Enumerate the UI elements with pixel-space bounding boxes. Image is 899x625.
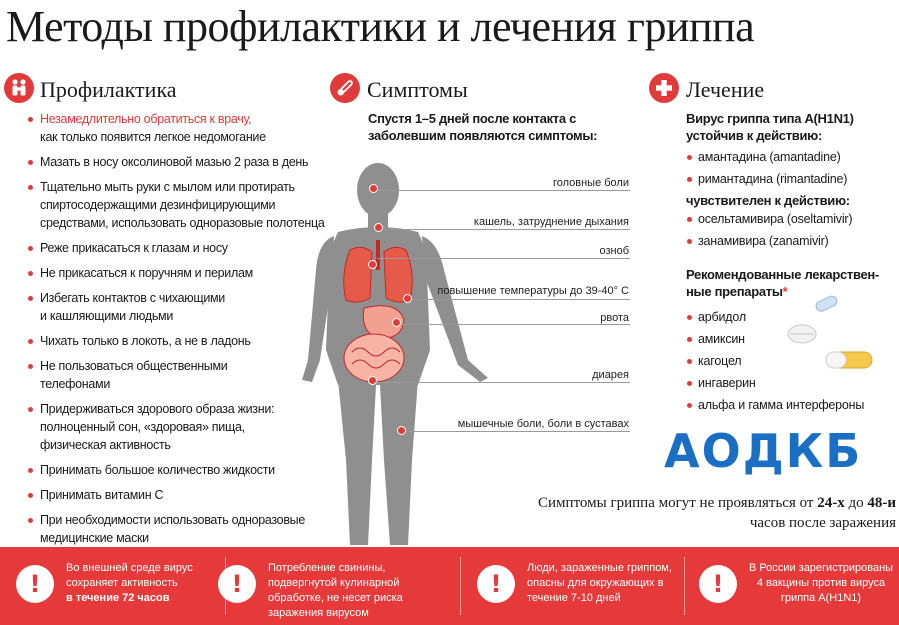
recommended-heading-text: Рекомендованные лекарствен-ные препараты xyxy=(686,267,879,299)
exclamation-icon: ! xyxy=(16,565,54,603)
list-item: Принимать витамин С xyxy=(26,486,326,504)
fact-text xyxy=(66,561,216,606)
note-from: 24-х xyxy=(817,495,845,511)
fact-item xyxy=(461,547,683,625)
fact-text: Потребление свинины, подвергнутой кулинарной обработке, не несет риска заражения вирусом xyxy=(268,562,403,619)
symptom-dot-chest xyxy=(368,260,377,269)
section-title-treatment: Лечение xyxy=(686,77,765,102)
symptom-dot-lungs xyxy=(403,294,412,303)
symptom-label: рвота xyxy=(600,312,629,324)
list-item: Тщательно мыть руки с мылом или протирать спиртосодержащими дезинфицирующими средствами, использовать одноразовые полотенца xyxy=(26,178,326,232)
list-item: кагоцел xyxy=(686,353,864,369)
fact-item xyxy=(685,547,899,625)
fact-body: Во внешней среде вирус сохраняет активность xyxy=(66,562,193,589)
list-item: ингаверин xyxy=(686,375,864,391)
thermometer-icon xyxy=(330,73,360,103)
fact-item xyxy=(226,547,450,625)
page-title: Методы профилактики и лечения гриппа xyxy=(6,2,755,51)
list-item: Чихать только в локоть, а не в ладонь xyxy=(26,332,326,350)
incubation-note xyxy=(430,493,896,533)
exclamation-icon: ! xyxy=(477,565,515,603)
list-item: осельтамивира (oseltamivir) xyxy=(686,211,852,227)
list-item: альфа и гамма интерфероны xyxy=(686,397,864,413)
symptom-dot-stomach xyxy=(392,318,401,327)
symptom-leader-line xyxy=(378,190,630,191)
note-pre: Симптомы гриппа могут не проявляться от xyxy=(538,495,814,511)
treatment-resistant-heading: Вирус гриппа типа A(H1N1) устойчив к действию: xyxy=(686,111,854,143)
fact-item xyxy=(0,547,225,625)
exclamation-icon: ! xyxy=(699,565,737,603)
family-icon xyxy=(4,73,34,103)
list-item: Избегать контактов с чихающими и кашляющими людьми xyxy=(26,289,226,325)
prevention-first-rest: как только появится легкое недомогание xyxy=(40,130,266,144)
symptom-leader-line xyxy=(406,431,630,432)
list-item: римантадина (rimantadine) xyxy=(686,171,847,187)
symptom-leader-line xyxy=(377,382,630,383)
list-item: арбидол xyxy=(686,309,864,325)
list-item: Реже прикасаться к глазам и носу xyxy=(26,239,326,257)
symptom-label: головные боли xyxy=(552,177,629,189)
medical-cross-icon xyxy=(649,73,679,103)
symptom-dot-throat xyxy=(374,223,383,232)
treatment-sensitive-heading: чувствителен к действию: xyxy=(686,193,850,208)
section-title-prevention: Профилактика xyxy=(40,77,177,102)
list-item: занамивира (zanamivir) xyxy=(686,233,852,249)
section-title-symptoms: Симптомы xyxy=(367,77,468,102)
treatment-resistant-list xyxy=(686,149,847,193)
symptom-dot-intestines xyxy=(368,376,377,385)
list-item: Не пользоваться общественными телефонами xyxy=(26,357,236,393)
aodkb-logo: АОДКБ xyxy=(664,424,863,478)
note-post: часов после заражения xyxy=(749,515,896,531)
list-item: Придерживаться здорового образа жизни: полноценный сон, «здоровая» пища, физическая активность xyxy=(26,400,288,454)
fact-highlight: в течение 72 часов xyxy=(66,592,170,604)
symptom-leader-line xyxy=(412,299,630,300)
symptom-leader-line xyxy=(377,258,630,259)
asterisk: * xyxy=(782,284,788,299)
symptom-label: диарея xyxy=(592,369,629,381)
symptom-dot-head xyxy=(369,184,378,193)
symptom-dot-leg xyxy=(397,426,406,435)
note-mid: до xyxy=(848,495,864,511)
list-item: амиксин xyxy=(686,331,864,347)
list-item: амантадина (amantadine) xyxy=(686,149,847,165)
list-item: Принимать большое количество жидкости xyxy=(26,461,326,479)
list-item: Мазать в носу оксолиновой мазью 2 раза в день xyxy=(26,153,326,171)
symptom-label: повышение температуры до 39-40° С xyxy=(437,285,629,297)
list-item: Не прикасаться к поручням и перилам xyxy=(26,264,326,282)
treatment-sensitive-list xyxy=(686,211,852,255)
note-to: 48-и xyxy=(867,495,896,511)
fact-text: Люди, зараженные гриппом, опасны для окружающих в течение 7-10 дней xyxy=(527,562,672,604)
symptom-label: озноб xyxy=(599,245,629,257)
list-item: При необходимости использовать одноразовые медицинские маски xyxy=(26,511,308,547)
fact-text: В России зарегистрированы 4 вакцины против вируса гриппа А(H1N1) xyxy=(748,562,894,604)
pills-icon xyxy=(780,290,880,370)
prevention-list xyxy=(26,110,326,554)
prevention-first-highlight: Незамедлительно обратиться к врачу, xyxy=(40,112,252,126)
list-item xyxy=(26,110,326,146)
facts-band xyxy=(0,547,899,625)
symptoms-intro: Спустя 1–5 дней после контакта с заболевшим появляются симптомы: xyxy=(368,111,598,143)
symptom-label: мышечные боли, боли в суставах xyxy=(457,418,629,430)
exclamation-icon: ! xyxy=(218,565,256,603)
symptom-leader-line xyxy=(383,229,630,230)
symptom-label: кашель, затруднение дыхания xyxy=(473,216,629,228)
symptom-leader-line xyxy=(401,324,630,325)
